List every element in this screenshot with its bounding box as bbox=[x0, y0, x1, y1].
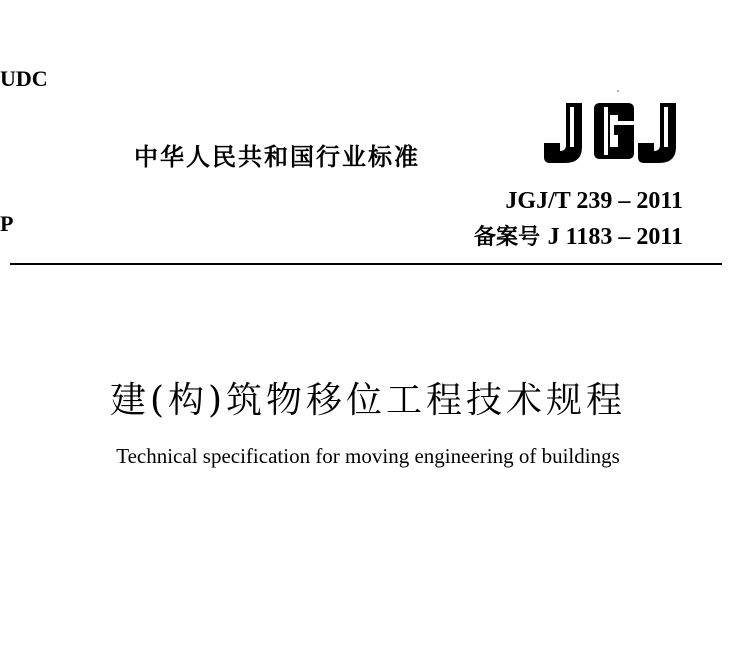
filing-record bbox=[474, 220, 683, 251]
udc-label: UDC bbox=[0, 66, 48, 91]
header-divider bbox=[10, 263, 722, 265]
title-english: Technical specification for moving engineering of buildings bbox=[116, 444, 620, 468]
industry-standard-heading: 中华人民共和国行业标准 bbox=[134, 143, 420, 171]
p-label: P bbox=[0, 211, 14, 236]
title-chinese: 建(构)筑物移位工程技术规程 bbox=[109, 380, 627, 421]
filing-number: J 1183 – 2011 bbox=[547, 224, 683, 250]
jgj-logo bbox=[544, 99, 682, 165]
scan-speck bbox=[617, 90, 619, 92]
standard-number: JGJ/T 239 – 2011 bbox=[505, 188, 683, 214]
filing-label: 备案号 bbox=[473, 225, 540, 250]
